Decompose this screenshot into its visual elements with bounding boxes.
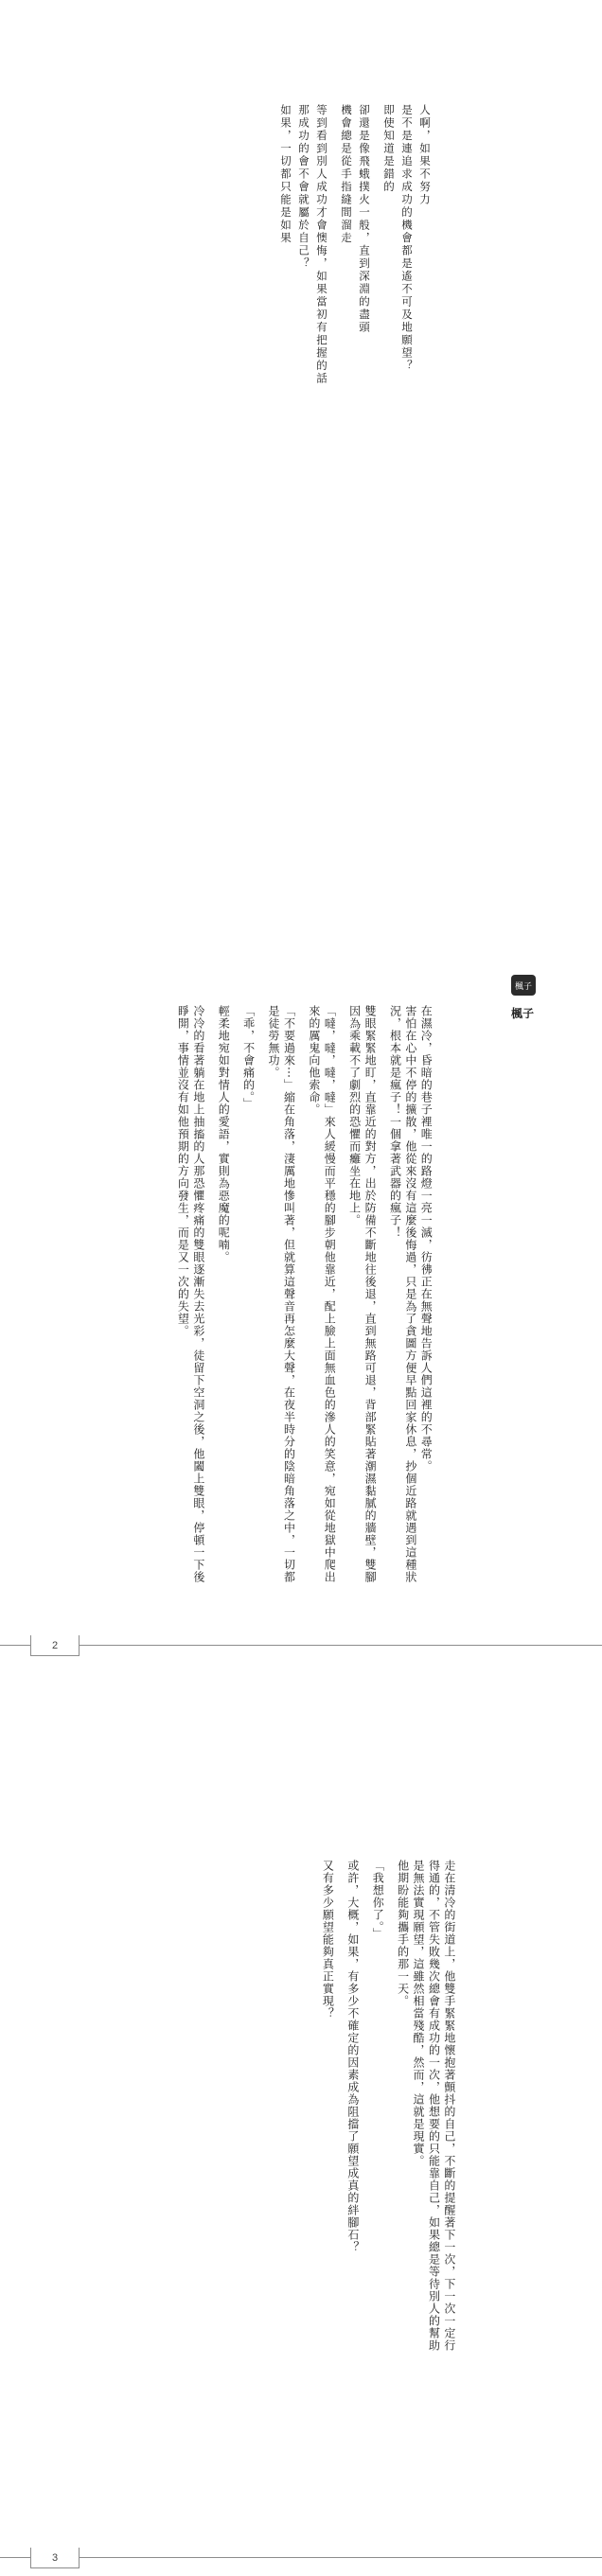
chapter-title: 楓子 (511, 1007, 535, 1020)
paragraph: 輕柔地宛如對情人的愛語，實則為惡魔的呢喃。 (217, 1005, 231, 1263)
paragraph: 「乖，不會痛的。」 (241, 1005, 256, 1110)
paragraph: 他期盼能夠攜手的那一天。 (396, 1860, 410, 2007)
chapter-emblem: 楓子 (511, 975, 536, 996)
paragraph: 又有多少願望能夠真正實現？ (321, 1860, 335, 2020)
poem-line: 等到看到別人成功才會懊悔，如果當初有把握的話 (315, 104, 328, 385)
paragraph: 「我想你了。」 (371, 1860, 385, 1940)
story-section-1 (166, 1005, 434, 1592)
poem-line: 機會總是從手指縫間溜走 (340, 104, 353, 245)
poem-line: 即使知道是錯的 (382, 104, 396, 194)
story-section-2 (320, 1860, 457, 2352)
poem-line: 是不是連追求成功的機會都是遙不可及地願望？ (400, 104, 414, 373)
paragraph: 雙眼緊緊地盯，直靠近的對方，出於防備不斷地往後退，直到無路可退，背部緊貼著潮濕黏膩的牆壁，雙腳因為乘載不了劇烈的恐懼而癱坐在地上。 (347, 1005, 378, 1583)
paragraph: 走在清冷的街道上，他雙手緊緊地懷抱著顫抖的自己，不斷的提醒著下一次，下一次一定行得通的，不管失敗幾次總會有成功的一次，他想要的只能靠自己，如果總是等待別人的幫助是無法實現願望，這雖然相當殘酷，然而，這就是現實。 (412, 1860, 456, 2352)
page-number: 2 (30, 1635, 80, 1656)
footer-rule (0, 1645, 602, 1646)
paragraph: 在濕冷，昏暗的巷子裡唯一的路燈一亮一滅，彷彿正在無聲地告訴人們這裡的不尋常。 (419, 1005, 434, 1473)
paragraph: 「不要過來⋯」縮在角落，淒厲地慘叫著，但就算這聲音再怎麼大聲，在夜半時分的陰暗角落之中，一切都是徒勞無功。 (267, 1005, 296, 1583)
poem (276, 104, 434, 861)
paragraph: 冷冷的看著躺在地上抽搐的人那恐懼疼痛的雙眼逐漸失去光彩，徒留下空洞之後，他闔上雙眼，停頓一下後睜開，事情並沒有如他預期的方向發生，而是又一次的失望。 (176, 1005, 205, 1583)
footer-rule (0, 2557, 602, 2558)
paragraph: 「噠，噠，噠，噠」來人緩慢而平穩的腳步朝他靠近，配上臉上面無血色的滲人的笑意，宛如從地獄中爬出來的厲鬼向他索命。 (307, 1005, 337, 1583)
paragraph: 害怕在心中不停的擴散，他從來沒有這麼後悔過，只是為了貪圖方便早點回家休息，抄個近路就遇到這種狀況，根本就是瘋子！一個拿著武器的瘋子！ (388, 1005, 417, 1583)
page-number: 3 (30, 2548, 80, 2568)
poem-line: 那成功的會不會就屬於自己？ (297, 104, 310, 271)
poem-line: 人啊，如果不努力 (418, 104, 432, 206)
page-footer (0, 2548, 602, 2570)
paragraph: 或許，大概，如果，有多少不確定的因素成為阻擋了願望成真的絆腳石？ (345, 1860, 360, 2253)
page-footer (0, 1635, 602, 1658)
poem-line: 卻還是像飛蛾撲火一般，直到深淵的盡頭 (358, 104, 371, 334)
poem-line: 如果，一切都只能是如果 (279, 104, 292, 245)
